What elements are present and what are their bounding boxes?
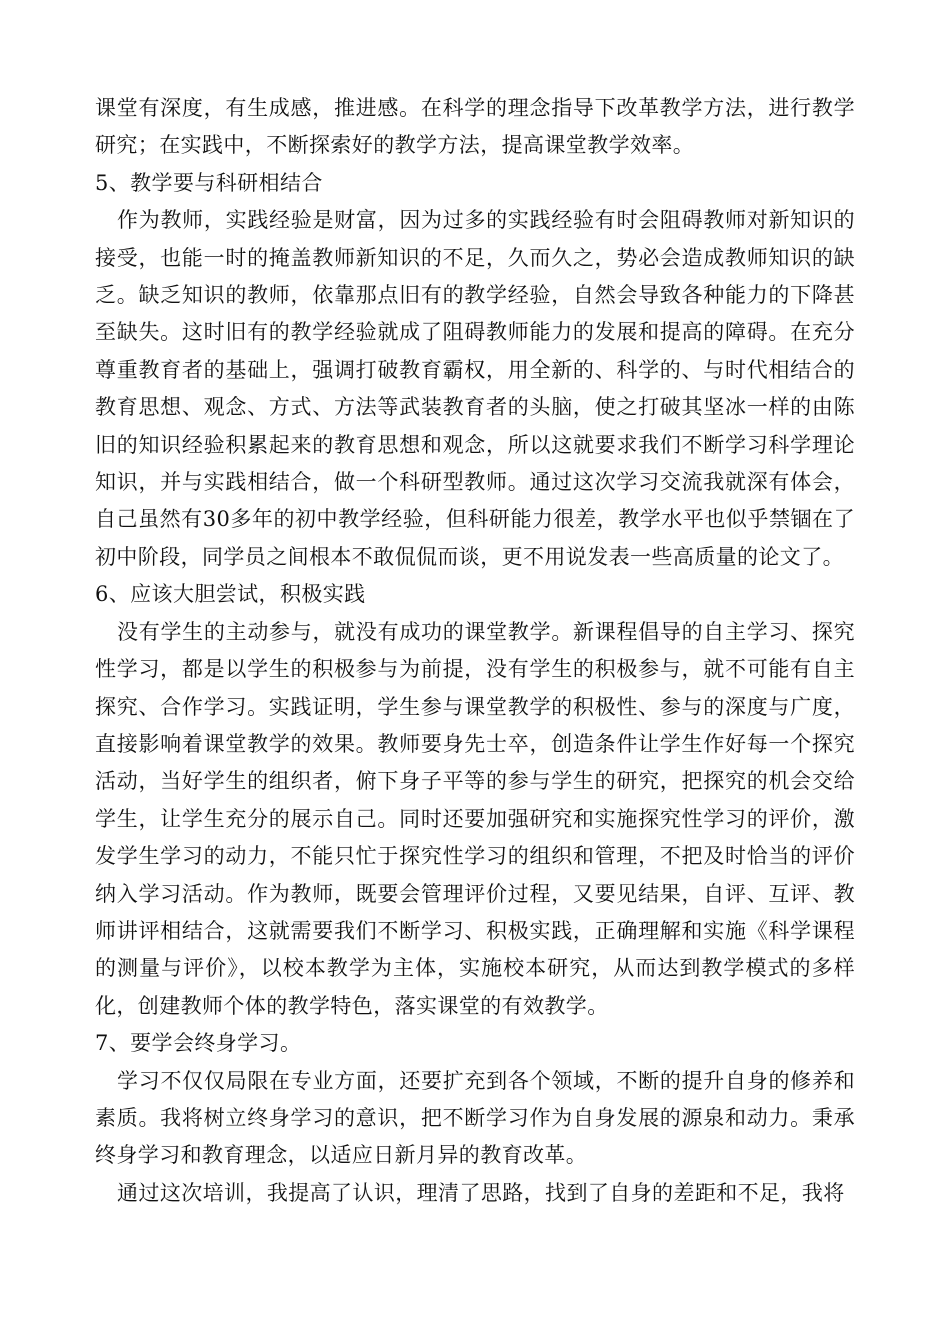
paragraph-practice: 没有学生的主动参与，就没有成功的课堂教学。新课程倡导的自主学习、探究性学习，都是以学生的积极参与为前提，没有学生的积极参与，就不可能有自主探究、合作学习。实践证明，学生参与课堂教学的积极性、参与的深度与广度，直接影响着课堂教学的效果。教师要身先士卒，创造条件让学生作好每一个探究活动，当好学生的组织者，俯下身子平等的参与学生的研究，把探究的机会交给学生，让学生充分的展示自己。同时还要加强研究和实施探究性学习的评价，激发学生学习的动力，不能只忙于探究性学习的组织和管理，不把及时恰当的评价纳入学习活动。作为教师，既要会管理评价过程，又要见结果，自评、互评、教师讲评相结合，这就需要我们不断学习、积极实践，正确理解和实施《科学课程的测量与评价》，以校本教学为主体，实施校本研究，从而达到教学模式的多样化，创建教师个体的教学特色，落实课堂的有效教学。 [95,619,855,1018]
section-heading-6: 6、应该大胆尝试，积极实践 [95,582,366,607]
paragraph-research: 作为教师，实践经验是财富，因为过多的实践经验有时会阻碍教师对新知识的接受，也能一时的掩盖教师新知识的不足，久而久之，势必会造成教师知识的缺乏。缺乏知识的教师，依靠那点旧有的教学经验，自然会导致各种能力的下降甚至缺失。这时旧有的教学经验就成了阻碍教师能力的发展和提高的障碍。在充分尊重教育者的基础上，强调打破教育霸权，用全新的、科学的、与时代相结合的教育思想、观念、方式、方法等武装教育者的头脑，使之打破其坚冰一样的由陈旧的知识经验积累起来的教育思想和观念，所以这就要求我们不断学习科学理论知识，并与实践相结合，做一个科研型教师。通过这次学习交流我就深有体会，自己虽然有30多年的初中教学经验，但科研能力很差，教学水平也似乎禁锢在了初中阶段，同学员之间根本不敢侃侃而谈，更不用说发表一些高质量的论文了。 [95,208,855,569]
section-heading-5: 5、教学要与科研相结合 [95,170,323,195]
section-heading-7: 7、要学会终身学习。 [95,1031,302,1056]
paragraph-intro: 课堂有深度，有生成感，推进感。在科学的理念指导下改革教学方法，进行教学研究；在实践中，不断探索好的教学方法，提高课堂教学效率。 [95,96,855,158]
paragraph-lifelong-learning: 学习不仅仅局限在专业方面，还要扩充到各个领域，不断的提升自身的修养和素质。我将树立终身学习的意识，把不断学习作为自身发展的源泉和动力。秉承终身学习和教育理念，以适应日新月异的教育改革。 [95,1068,855,1168]
paragraph-conclusion: 通过这次培训，我提高了认识，理清了思路，找到了自身的差距和不足，我将 [117,1180,845,1205]
document-page [95,90,855,1212]
